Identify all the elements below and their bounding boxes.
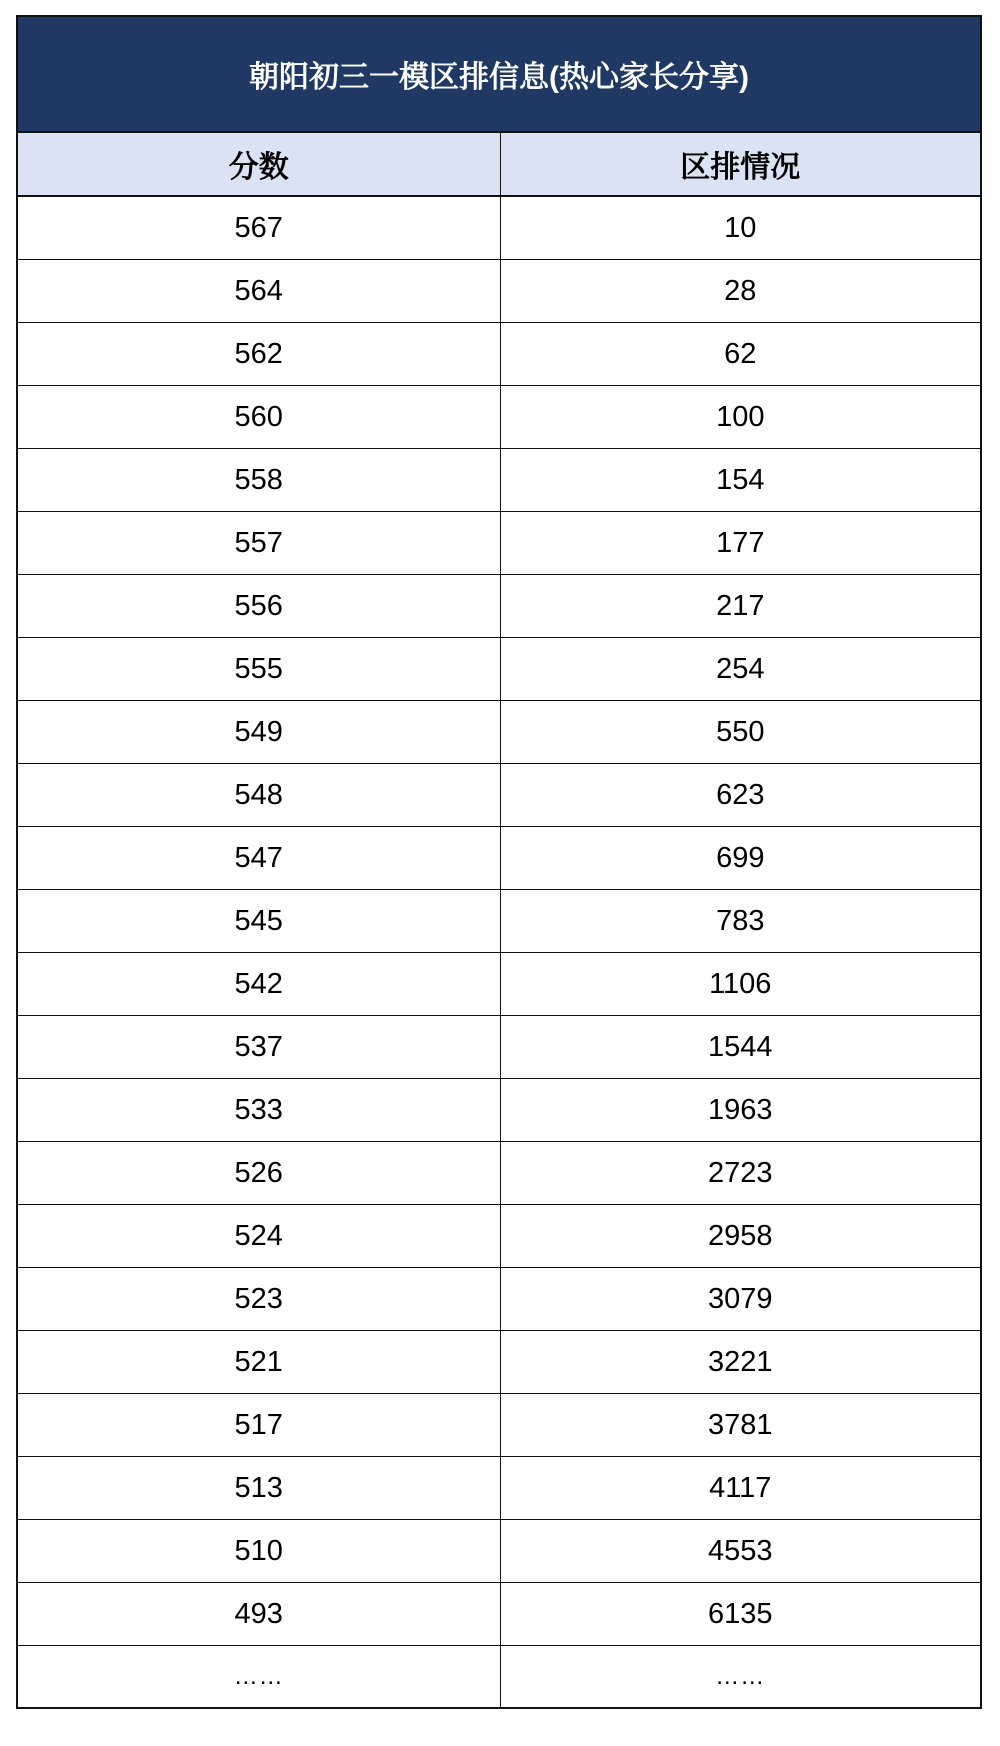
table-row — [17, 827, 981, 890]
score-cell: 533 — [17, 1079, 500, 1142]
rank-cell: 623 — [500, 764, 981, 827]
rank-cell: 2723 — [500, 1142, 981, 1205]
rank-cell: 10 — [500, 196, 981, 260]
rank-cell: 6135 — [500, 1583, 981, 1646]
column-header-rank: 区排情况 — [500, 132, 981, 196]
rank-cell: 28 — [500, 260, 981, 323]
table-title: 朝阳初三一模区排信息(热心家长分享) — [17, 16, 981, 132]
table-row — [17, 1268, 981, 1331]
score-cell: 542 — [17, 953, 500, 1016]
table-row — [17, 953, 981, 1016]
table-row — [17, 1331, 981, 1394]
rank-cell: 2958 — [500, 1205, 981, 1268]
rank-cell: 177 — [500, 512, 981, 575]
table-row — [17, 1394, 981, 1457]
table-row — [17, 386, 981, 449]
table-row — [17, 1457, 981, 1520]
column-header-score: 分数 — [17, 132, 500, 196]
table-row — [17, 638, 981, 701]
table-row — [17, 701, 981, 764]
score-cell: 558 — [17, 449, 500, 512]
score-cell: 549 — [17, 701, 500, 764]
table-row — [17, 323, 981, 386]
rank-cell: 3079 — [500, 1268, 981, 1331]
rank-cell: 100 — [500, 386, 981, 449]
score-cell: 526 — [17, 1142, 500, 1205]
score-cell: 564 — [17, 260, 500, 323]
table-row — [17, 1079, 981, 1142]
table-row — [17, 449, 981, 512]
table-row — [17, 260, 981, 323]
header-row — [17, 132, 981, 196]
table-row — [17, 1520, 981, 1583]
rank-cell: 217 — [500, 575, 981, 638]
rank-cell: 1544 — [500, 1016, 981, 1079]
score-cell: …… — [17, 1646, 500, 1709]
table-row — [17, 512, 981, 575]
score-cell: 513 — [17, 1457, 500, 1520]
title-row — [17, 16, 981, 132]
rank-cell: 550 — [500, 701, 981, 764]
table-row — [17, 1583, 981, 1646]
score-cell: 537 — [17, 1016, 500, 1079]
score-cell: 555 — [17, 638, 500, 701]
rank-cell: 254 — [500, 638, 981, 701]
rank-cell: 1963 — [500, 1079, 981, 1142]
table-row — [17, 890, 981, 953]
score-cell: 493 — [17, 1583, 500, 1646]
score-rank-table-container — [16, 15, 980, 1709]
table-row — [17, 1016, 981, 1079]
score-cell: 560 — [17, 386, 500, 449]
score-cell: 557 — [17, 512, 500, 575]
rank-cell: …… — [500, 1646, 981, 1709]
score-cell: 524 — [17, 1205, 500, 1268]
score-rank-table — [16, 15, 982, 1709]
score-cell: 548 — [17, 764, 500, 827]
rank-cell: 4117 — [500, 1457, 981, 1520]
rank-cell: 154 — [500, 449, 981, 512]
table-row — [17, 1142, 981, 1205]
rank-cell: 3221 — [500, 1331, 981, 1394]
table-row — [17, 575, 981, 638]
table-row — [17, 196, 981, 260]
rank-cell: 699 — [500, 827, 981, 890]
score-cell: 510 — [17, 1520, 500, 1583]
score-cell: 521 — [17, 1331, 500, 1394]
rank-cell: 3781 — [500, 1394, 981, 1457]
table-row — [17, 764, 981, 827]
rank-cell: 4553 — [500, 1520, 981, 1583]
score-cell: 547 — [17, 827, 500, 890]
score-cell: 517 — [17, 1394, 500, 1457]
rank-cell: 1106 — [500, 953, 981, 1016]
table-row — [17, 1205, 981, 1268]
score-cell: 545 — [17, 890, 500, 953]
score-cell: 523 — [17, 1268, 500, 1331]
table-row — [17, 1646, 981, 1709]
score-cell: 556 — [17, 575, 500, 638]
rank-cell: 62 — [500, 323, 981, 386]
score-cell: 562 — [17, 323, 500, 386]
score-cell: 567 — [17, 196, 500, 260]
rank-cell: 783 — [500, 890, 981, 953]
